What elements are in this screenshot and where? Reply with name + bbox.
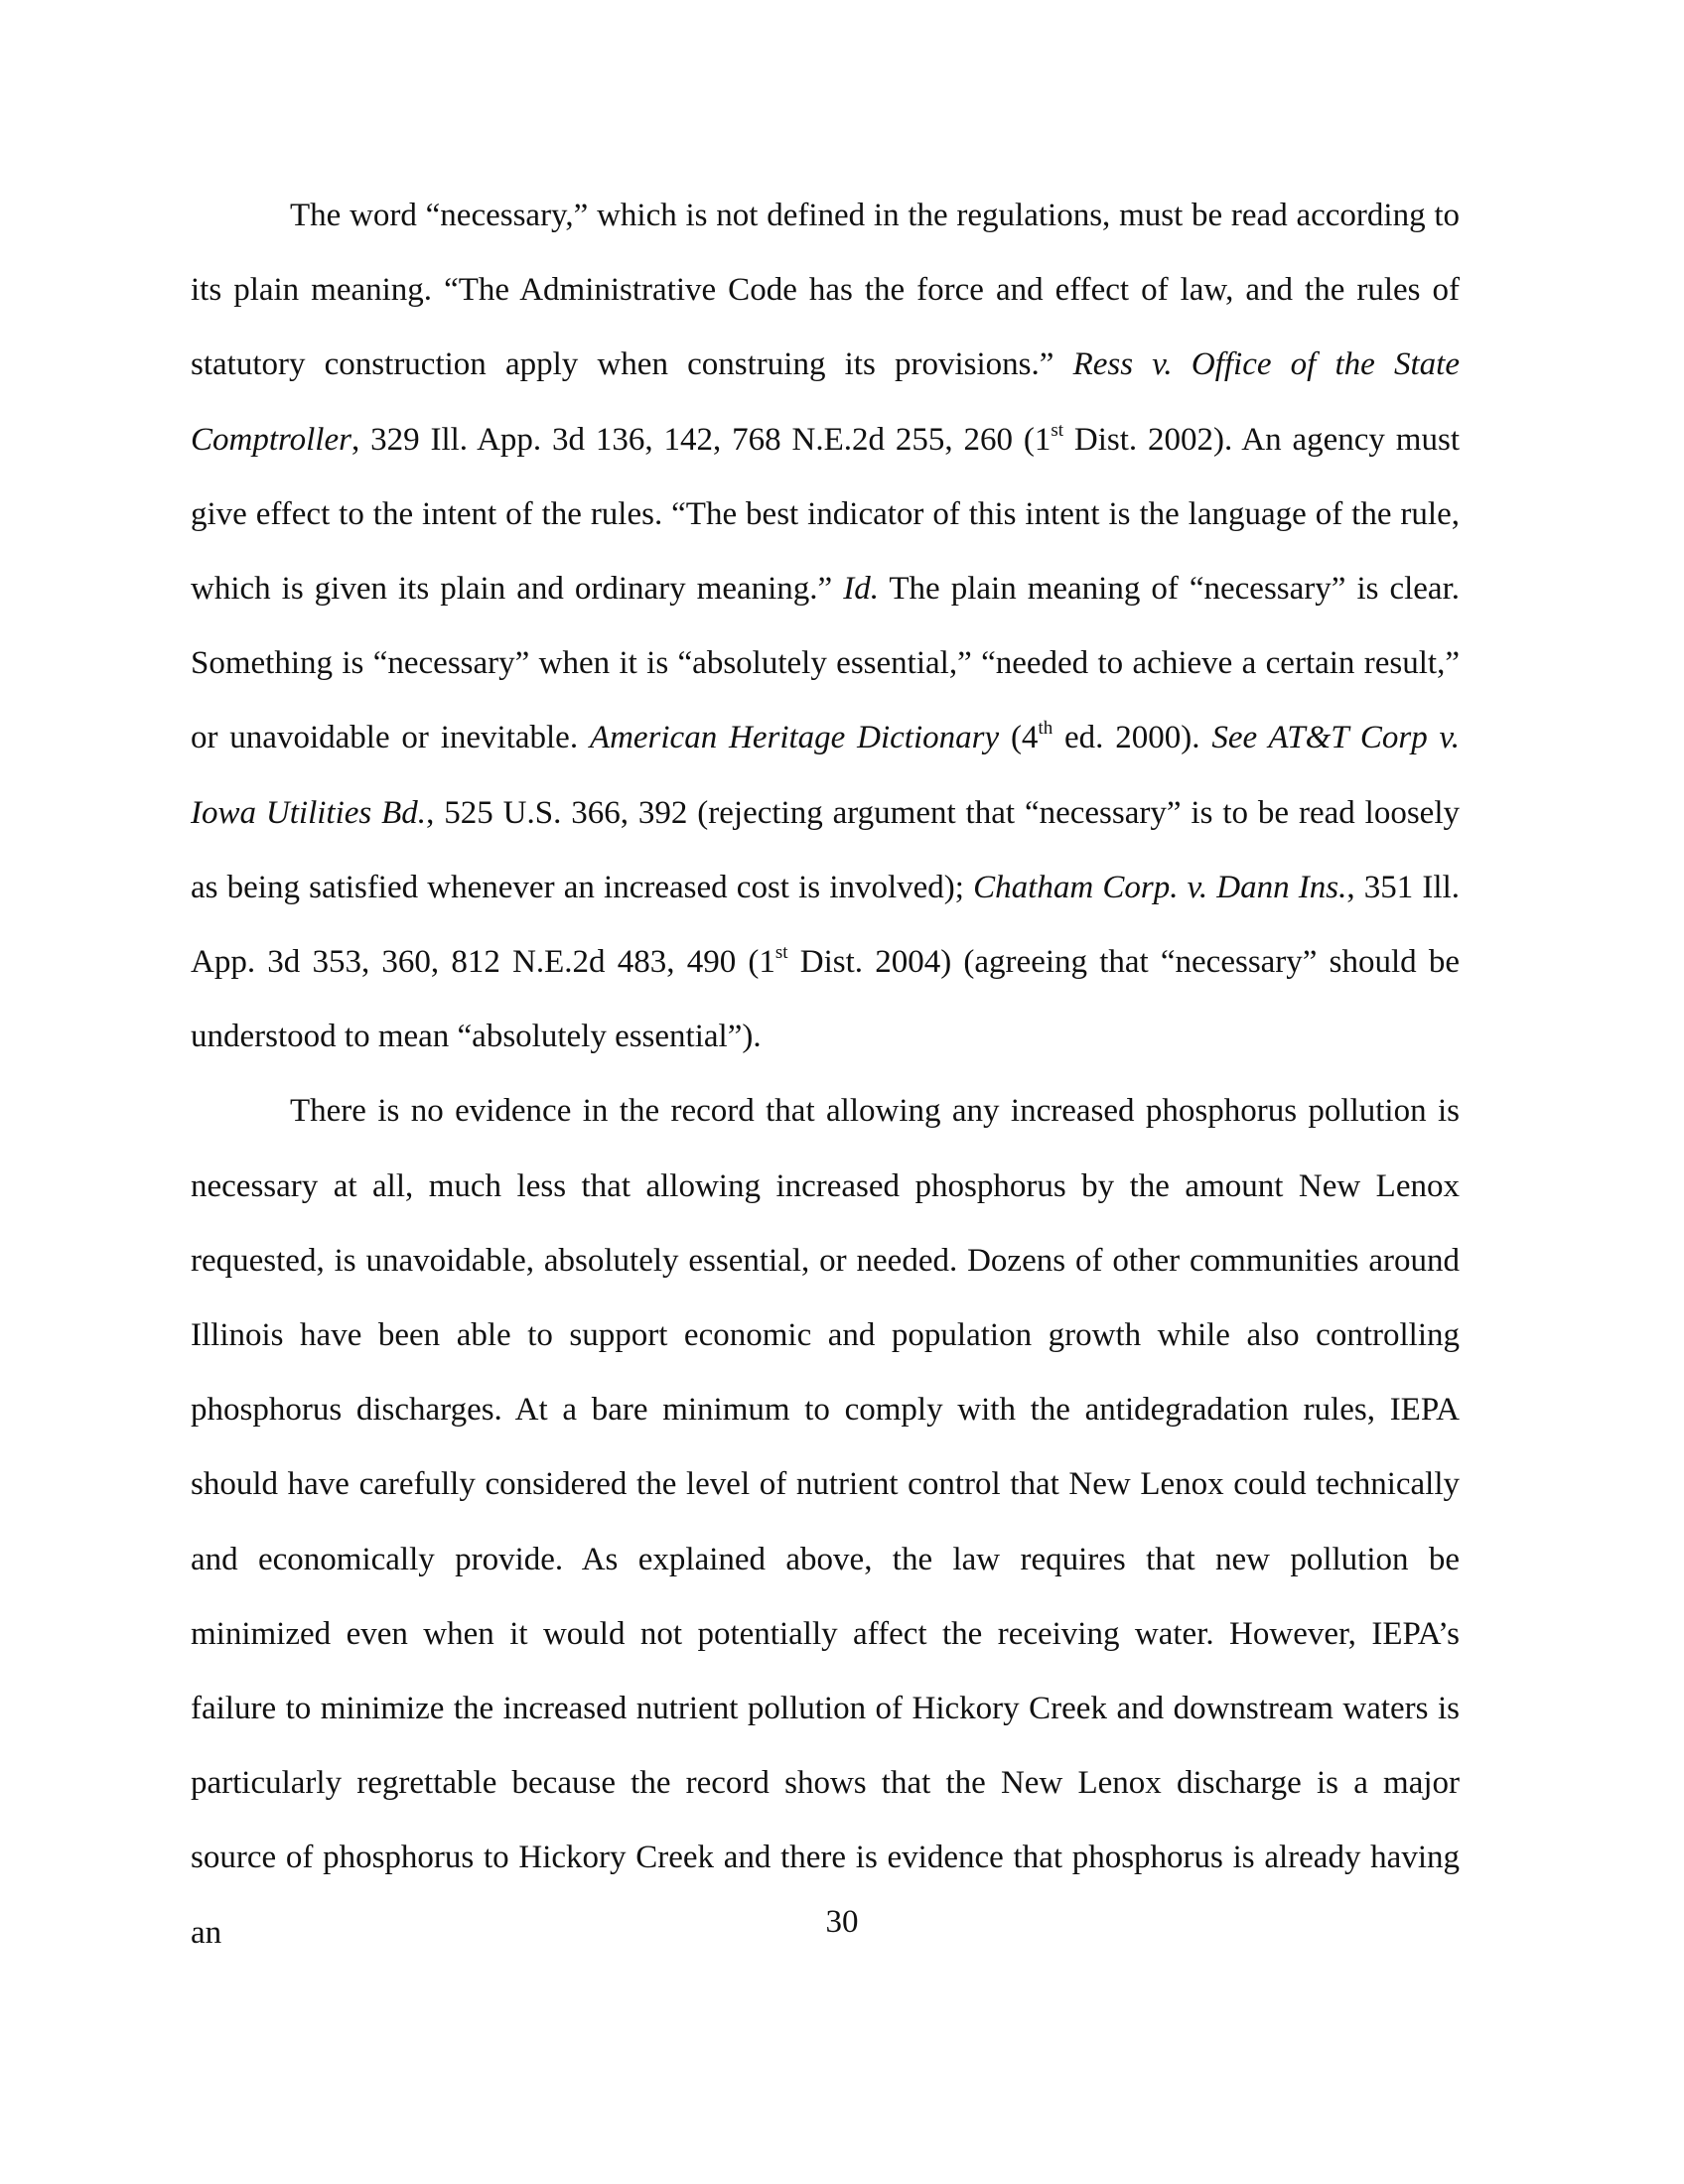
- paragraph-text-run: Dist. 2004) (agreeing that “necessary” should be understood to mean “absolutely essential”).: [191, 944, 1460, 1055]
- paragraph-text-run: , 351 Ill. App. 3d 353, 360, 812 N.E.2d 483, 490 (1: [191, 869, 1461, 981]
- paragraph-no-evidence: [191, 1074, 1460, 1970]
- paragraph-text-run: ed. 2000).: [1052, 720, 1212, 756]
- page-number: 30: [825, 1904, 859, 1940]
- citation-italic-text: American Heritage Dictionary: [589, 720, 1000, 756]
- paragraph-text-run: Dist. 2002). An agency must give effect to the intent of the rules. “The best indicator of this intent is the language of the rule, which is given its plain and ordinary meaning.”: [191, 421, 1460, 608]
- paragraph-text-run: , 525 U.S. 366, 392 (rejecting argument that “necessary” is to be read loosely as being satisfied whenever an increased cost is involved);: [191, 794, 1460, 905]
- paragraph-text-run: The word “necessary,” which is not defined in the regulations, must be read according to its plain meaning. “The Administrative Code has the force and effect of law, and the rules of statutory construction apply when construing its provisions.”: [191, 198, 1460, 383]
- ordinal-superscript: th: [1038, 718, 1053, 740]
- body-text: [191, 179, 1460, 1971]
- paragraph-text-run: , 329 Ill. App. 3d 136, 142, 768 N.E.2d 255, 260 (1: [351, 421, 1052, 458]
- paragraph-necessary-definition: [191, 179, 1460, 1074]
- citation-italic-text: See AT&T Corp v. Iowa Utilities Bd.: [191, 720, 1460, 831]
- citation-italic-text: Chatham Corp. v. Dann Ins.: [973, 869, 1347, 905]
- paragraph-text-run: (4: [999, 720, 1039, 756]
- ordinal-superscript: st: [1051, 419, 1064, 441]
- ordinal-superscript: st: [774, 942, 788, 964]
- citation-italic-text: Ress v. Office of the State Comptroller: [191, 346, 1460, 458]
- paragraph-text-run: The plain meaning of “necessary” is clear. Something is “necessary” when it is “absolutely essential,” “needed to achieve a certain result,” or unavoidable or inevitable.: [191, 571, 1460, 756]
- paragraph-text-run: There is no evidence in the record that allowing any increased phosphorus pollution is necessary at all, much less that allowing increased phosphorus by the amount New Lenox requested, is unavoidable, absolutely essential, or needed. Dozens of other communities around Illinois have been able to support economic and population growth while also controlling phosphorus discharges. At a bare minimum to comply with the antidegradation rules, IEPA should have carefully considered the level of nutrient control that New Lenox could technically and economically provide. As explained above, the law requires that new pollution be minimized even when it would not potentially affect the receiving water. However, IEPA’s failure to minimize the increased nutrient pollution of Hickory Creek and downstream waters is particularly regrettable because the record shows that the New Lenox discharge is a major source of phosphorus to Hickory Creek and there is evidence that phosphorus is already having an: [191, 1093, 1460, 1951]
- citation-italic-text: Id.: [843, 571, 879, 608]
